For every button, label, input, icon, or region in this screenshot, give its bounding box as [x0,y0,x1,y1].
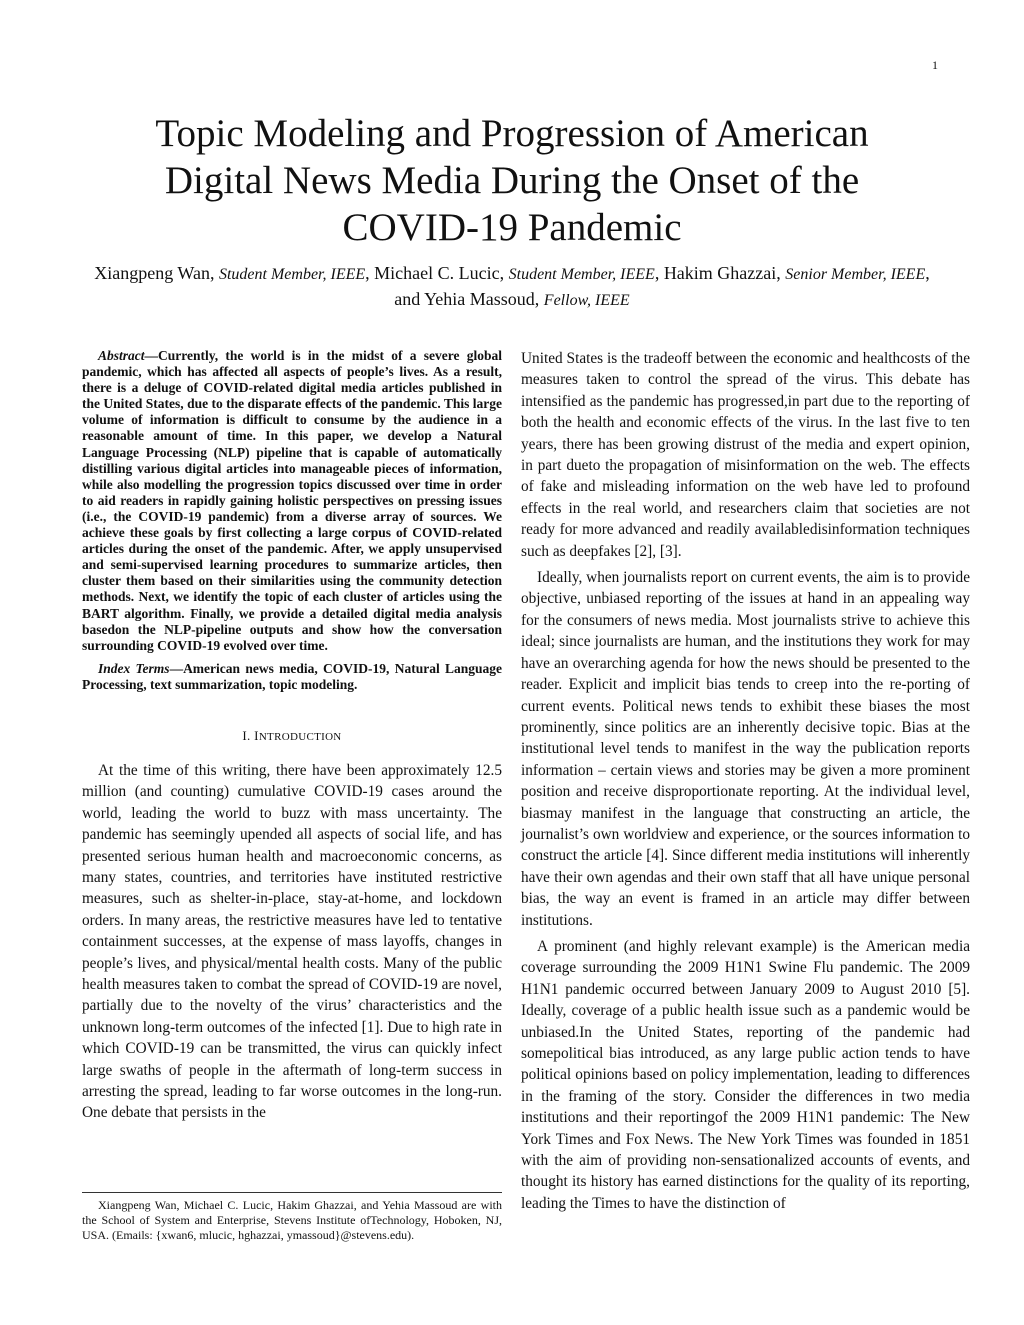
author-affiliation: Senior Member, IEEE [785,266,926,283]
abstract-label: Abstract [98,348,145,363]
index-terms-label: Index Terms [98,660,170,676]
index-terms: Index Terms—American news media, COVID-19, Natural Language Processing, text summarization, topic modeling. [82,660,502,692]
author-name: Michael C. Lucic [374,263,500,283]
section-title-initial: I [254,727,259,743]
author-name: Yehia Massoud [424,289,535,309]
intro-paragraph: At the time of this writing, there have been approximately 12.5 million (and counting) cumulative COVID-19 cases around the world, leading the world to buzz with mass uncertainty. The pandemic has seemingly upended all aspects of social life, and has presented serious human health and macroeconomic concerns, as many states, countries, and territories have instituted restrictive measures, such as shelter-in-place, stay-at-home, and lockdown orders. In many areas, the restrictive measures have led to tentative containment successes, at the expense of mass layoffs, changes in people’s lives, and physical/mental health costs. Many of the public health measures taken to combat the spread of COVID-19 are novel, partially due to the novelty of the virus’ characteristics and the unknown long-term outcomes of the infected [1]. Due to high rate in which COVID-19 can be transmitted, the virus can quickly infect large swaths of people in the aftermath of long-term success in arresting the spread, leading to far worse outcomes in the long-run. One debate that persists in the [82,761,502,1122]
intro-paragraph: United States is the tradeoff between the economic and healthcosts of the measures taken to control the spread of the virus. This debate has intensified as the pandemic has progressed,in part due to the reporting of both the health and economic effects of the virus. In the last five to ten years, there has been growing distrust of the media and expert opinion, in part dueto the propagation of misinformation on the web. The effects of fake and misleading information on the web have led to profound effects in the real world, and researchers claim that societies are not ready for more advanced and readily availabledisinformation techniques such as deepfakes [2], [3]. [521,350,970,560]
author-affiliation-footnote: Xiangpeng Wan, Michael C. Lucic, Hakim Ghazzai, and Yehia Massoud are with the School of System and Enterprise, Stevens Institute ofTechnology, Hoboken, NJ, USA. (Emails: {xwan6, mlucic, hghazzai, ymassoud}@stevens.edu). [82,1198,502,1242]
author-name: Hakim Ghazzai [663,263,777,283]
page-number: 1 [932,58,938,72]
paper-title: Topic Modeling and Progression of American Digital News Media During the Onset of the COVID-19 Pandemic [155,112,869,249]
section-heading-introduction [82,728,502,744]
author-name: Xiangpeng Wan [94,263,210,283]
intro-paragraph: Ideally, when journalists report on current events, the aim is to provide objective, unbiased reporting of the issues at hand in an appealing way for the consumers of news media. Most journalists strive to achieve this ideal; since journalists are human, and the institutions they work for may have an overarching agenda for how the news should be presented to the reader. Explicit and implicit bias tends to creep into the re-porting of current events. Political news tends to exhibit these biases the most prominently, since politics are an inherently decisive topic. Bias at the institutional level tends to manifest in the way the publication reports information – certain views and stories may be given a more prominent position and receive disproportionate reporting. At the individual level, biasmay manifest in the language that constructing an article, the journalist’s own worldview and experience, or the sources information to construct the article [4]. Since different media institutions will inherently have their own agendas and their own staff that all have unique personal bias, the way an event is framed in an article may differ between institutions. [521,569,970,929]
intro-paragraph: A prominent (and highly relevant example) is the American media coverage surrounding the 2009 H1N1 Swine Flu pandemic. The 2009 H1N1 pandemic occurred between January 2009 to August 2010 [5]. Ideally, coverage of a public health issue such as a pandemic would be unbiased.In the United States, reporting of the pandemic had somepolitical bias introduced, as any large public action tends to have political opinions based on policy implementation, leading to differences in the framing of the story. Consider the differences in two media institutions and their reportingof the 2009 H1N1 pandemic: The New York Times and Fox News. The New York Times was founded in 1851 with the aim of providing non-sensationalized accounts of events, and thought its history has earned distinctions for the quality of its reporting, leading the Times to have the distinction of [521,937,970,1212]
index-terms-text: American news media, COVID-19, Natural Language Processing, text summarization, topic modeling. [82,660,502,692]
right-column [521,348,970,1219]
abstract-text: Currently, the world is in the midst of a severe global pandemic, which has affected all aspects of people’s lives. As a result, there is a deluge of COVID-related digital media articles published in the United States, due to the disparate effects of the pandemic. This large volume of information is difficult to consume by the audience in a reasonable amount of time. In this paper, we develop a Natural Language Processing (NLP) pipeline that is capable of automatically distilling various digital articles into manageable pieces of information, while also modelling the progression topics discussed over time in order to aid readers in rapidly gaining holistic perspectives on pressing issues (i.e., the COVID-19 pandemic) from a diverse array of sources. We achieve these goals by first collecting a large corpus of COVID-related articles during the onset of the pandemic. After, we apply unsupervised and semi-supervised learning procedures to summarize articles, then cluster them based on their similarities using the community detection methods. Next, we identify the topic of each cluster of articles using the BART algorithm. Finally, we provide a detailed digital media analysis basedon the NLP-pipeline outputs and show how the conversation surrounding COVID-19 evolved over time. [82,348,502,653]
section-number: I. [242,727,251,743]
section-title-rest: NTRODUCTION [258,730,342,743]
author-list: Xiangpeng Wan, Student Member, IEEE, Michael C. Lucic, Student Member, IEEE, Hakim Ghazzai, Senior Member, IEEE, and Yehia Massoud, Fellow, IEEE [94,263,930,309]
footnote-divider [82,1192,502,1193]
author-affiliation: Student Member, IEEE [508,266,655,283]
author-affiliation: Student Member, IEEE [218,266,366,283]
abstract: Abstract—Currently, the world is in the midst of a severe global pandemic, which has affected all aspects of people’s lives. As a result, there is a deluge of COVID-related digital media articles published in the United States, due to the disparate effects of the pandemic. This large volume of information is difficult to consume by the audience in a reasonable amount of time. In this paper, we develop a Natural Language Processing (NLP) pipeline that is capable of automatically distilling various digital articles into manageable pieces of information, while also modelling the progression topics discussed over time in order to aid readers in rapidly gaining holistic perspectives on pressing issues (i.e., the COVID-19 pandemic) from a diverse array of sources. We achieve these goals by first collecting a large corpus of COVID-related articles during the onset of the pandemic. After, we apply unsupervised and semi-supervised learning procedures to summarize articles, then cluster them based on their similarities using the community detection methods. Next, we identify the topic of each cluster of articles using the BART algorithm. Finally, we provide a detailed digital media analysis basedon the NLP-pipeline outputs and show how the conversation surrounding COVID-19 evolved over time. [82,348,502,653]
author-affiliation: Fellow, IEEE [543,292,630,309]
left-column [82,348,502,1124]
